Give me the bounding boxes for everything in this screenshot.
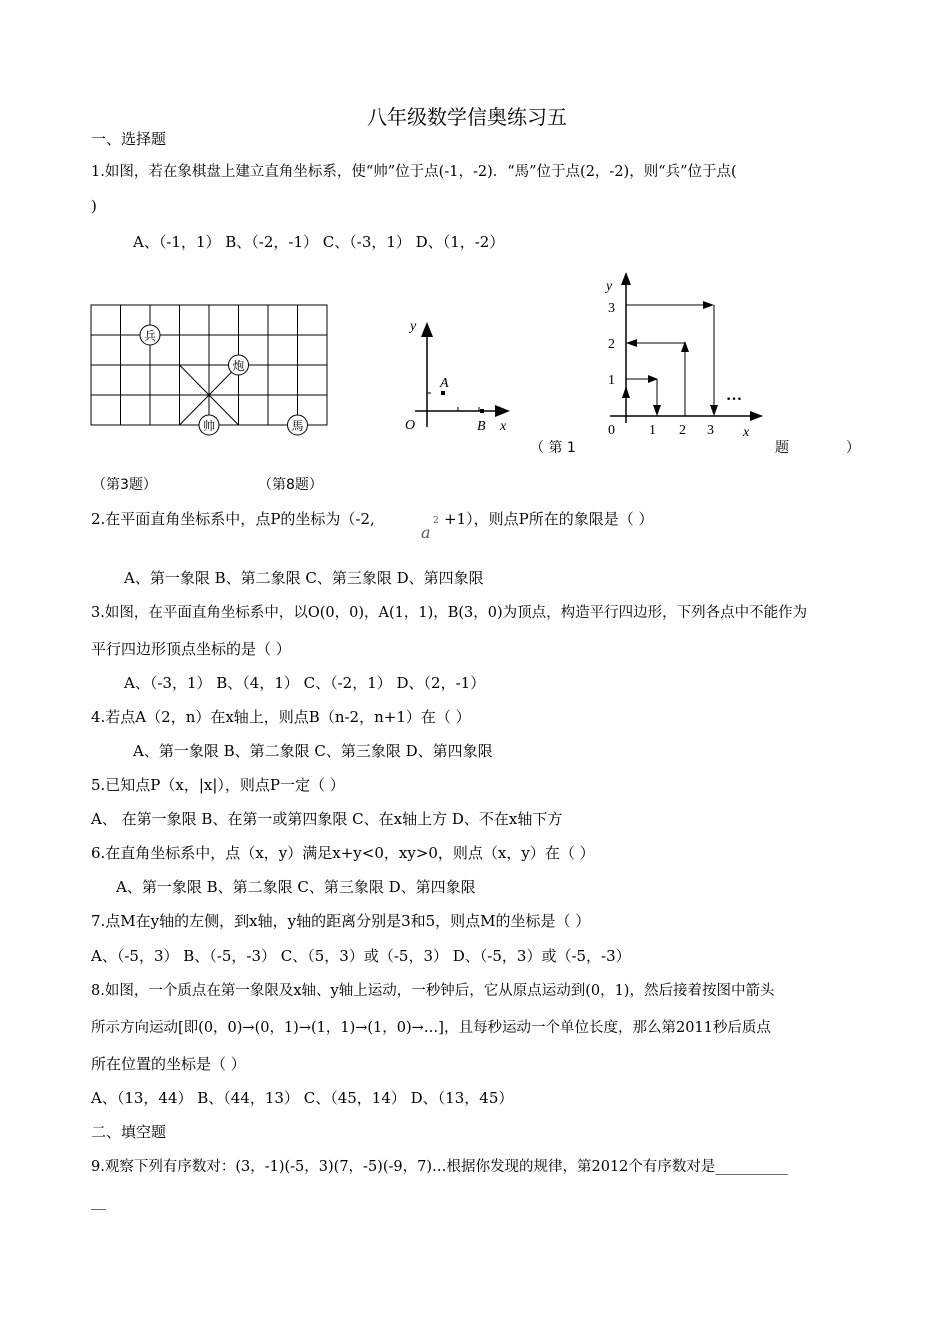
shuai-label: 帅 — [202, 419, 216, 433]
question-8-line2: 所示方向运动[即(0，0)→(0，1)→(1，1)→(1，0)→…]，且每秒运动一个单位长度，那么第2011秒后质点 — [91, 1020, 771, 1036]
caption-q1-prefix: （ 第 1 — [530, 440, 576, 456]
caption-q1-suffix: ） — [846, 440, 860, 456]
y-axis-label: y — [410, 319, 417, 334]
coordinate-axes-figure — [400, 312, 520, 437]
question-6-options: A、第一象限 B、第二象限 C、第三象限 D、第四象限 — [116, 878, 476, 896]
a-squared-exponent: 2 — [433, 516, 439, 526]
question-8-line1: 8.如图，一个质点在第一象限及x轴、y轴上运动，一秒钟后，它从原点运动到(0，1)，然后接着按图中箭头 — [91, 983, 775, 999]
question-8-options: A、（13，44） B、（44，13） C、（45，14） D、（13，45） — [91, 1089, 514, 1107]
y-tick-3: 3 — [608, 301, 615, 316]
question-5-text: 5.已知点P（x，|x|），则点P一定（ ） — [91, 776, 345, 794]
caption-q8: （第8题） — [258, 477, 323, 493]
x-tick-1: 1 — [649, 423, 656, 438]
y-tick-2: 2 — [608, 337, 615, 352]
x-axis-label-2: x — [743, 425, 750, 440]
page-title: 八年级数学信奥练习五 — [367, 105, 567, 129]
y-tick-1: 1 — [608, 373, 615, 388]
question-4-text: 4.若点A（2，n）在x轴上，则点B（n-2，n+1）在（ ） — [91, 708, 471, 726]
continuation-dots: … — [726, 387, 742, 404]
bing-label: 兵 — [143, 329, 157, 343]
point-a-marker — [441, 391, 445, 395]
caption-q1-ti: 题 — [775, 440, 789, 456]
question-2-text-part1: 2.在平面直角坐标系中，点P的坐标为（-2, — [91, 510, 375, 528]
question-6-text: 6.在直角坐标系中，点（x，y）满足x+y<0，xy>0，则点（x，y）在（ ） — [91, 844, 595, 862]
question-3-line2: 平行四边形顶点坐标的是（ ） — [91, 640, 291, 658]
section-heading-choice: 一、选择题 — [91, 130, 167, 148]
section-heading-fill: 二、填空题 — [91, 1123, 167, 1141]
question-7-options: A、（-5，3） B、（-5，-3） C、（5，3）或（-5，3） D、（-5，3）或（-5，-3） — [91, 947, 631, 965]
y-axis-label-2: y — [606, 279, 613, 294]
point-a-label: A — [440, 376, 449, 391]
point-b-marker — [480, 409, 484, 413]
x-tick-3: 3 — [707, 423, 714, 438]
question-9-line1: 9.观察下列有序数对：(3，-1)(-5，3)(7，-5)(-9，7)…根据你发现的规律，第2012个有序数对是__________ — [91, 1159, 788, 1175]
question-1-options: A、（-1，1） B、（-2，-1） C、（-3，1） D、（1，-2） — [133, 233, 505, 251]
x-axis-label: x — [500, 419, 507, 434]
x-tick-0: 0 — [608, 423, 615, 438]
x-tick-2: 2 — [679, 423, 686, 438]
question-3-options: A、（-3，1） B、（4，1） C、（-2，1） D、（2，-1） — [124, 674, 486, 692]
question-5-options: A、 在第一象限 B、在第一或第四象限 C、在x轴上方 D、不在x轴下方 — [91, 810, 563, 828]
chessboard-figure — [88, 300, 333, 440]
question-9-line2: __ — [91, 1192, 106, 1210]
caption-q3: （第3题） — [92, 477, 157, 493]
particle-path-figure — [600, 268, 770, 443]
ma-label: 馬 — [291, 419, 304, 433]
pao-label: 炮 — [232, 359, 245, 373]
question-3-line1: 3.如图，在平面直角坐标系中，以O(0，0)，A(1，1)，B(3，0)为顶点，构造平行四边形，下列各点中不能作为 — [91, 605, 808, 621]
question-2-text-part2: +1），则点P所在的象限是（ ） — [444, 510, 654, 528]
question-1-text: 1.如图，若在象棋盘上建立直角坐标系，使“帅”位于点(-1，-2)．“馬”位于点(2，-2)，则“兵”位于点( — [91, 164, 737, 180]
question-8-line3: 所在位置的坐标是（ ） — [91, 1055, 246, 1073]
question-1-paren: ) — [91, 197, 97, 215]
question-2-options: A、第一象限 B、第二象限 C、第三象限 D、第四象限 — [124, 569, 484, 587]
a-squared-base: a — [421, 523, 431, 542]
question-7-text: 7.点M在y轴的左侧，到x轴，y轴的距离分别是3和5，则点M的坐标是（ ） — [91, 912, 591, 930]
question-4-options: A、第一象限 B、第二象限 C、第三象限 D、第四象限 — [133, 742, 493, 760]
point-b-label: B — [477, 419, 486, 434]
origin-label: O — [405, 418, 416, 433]
